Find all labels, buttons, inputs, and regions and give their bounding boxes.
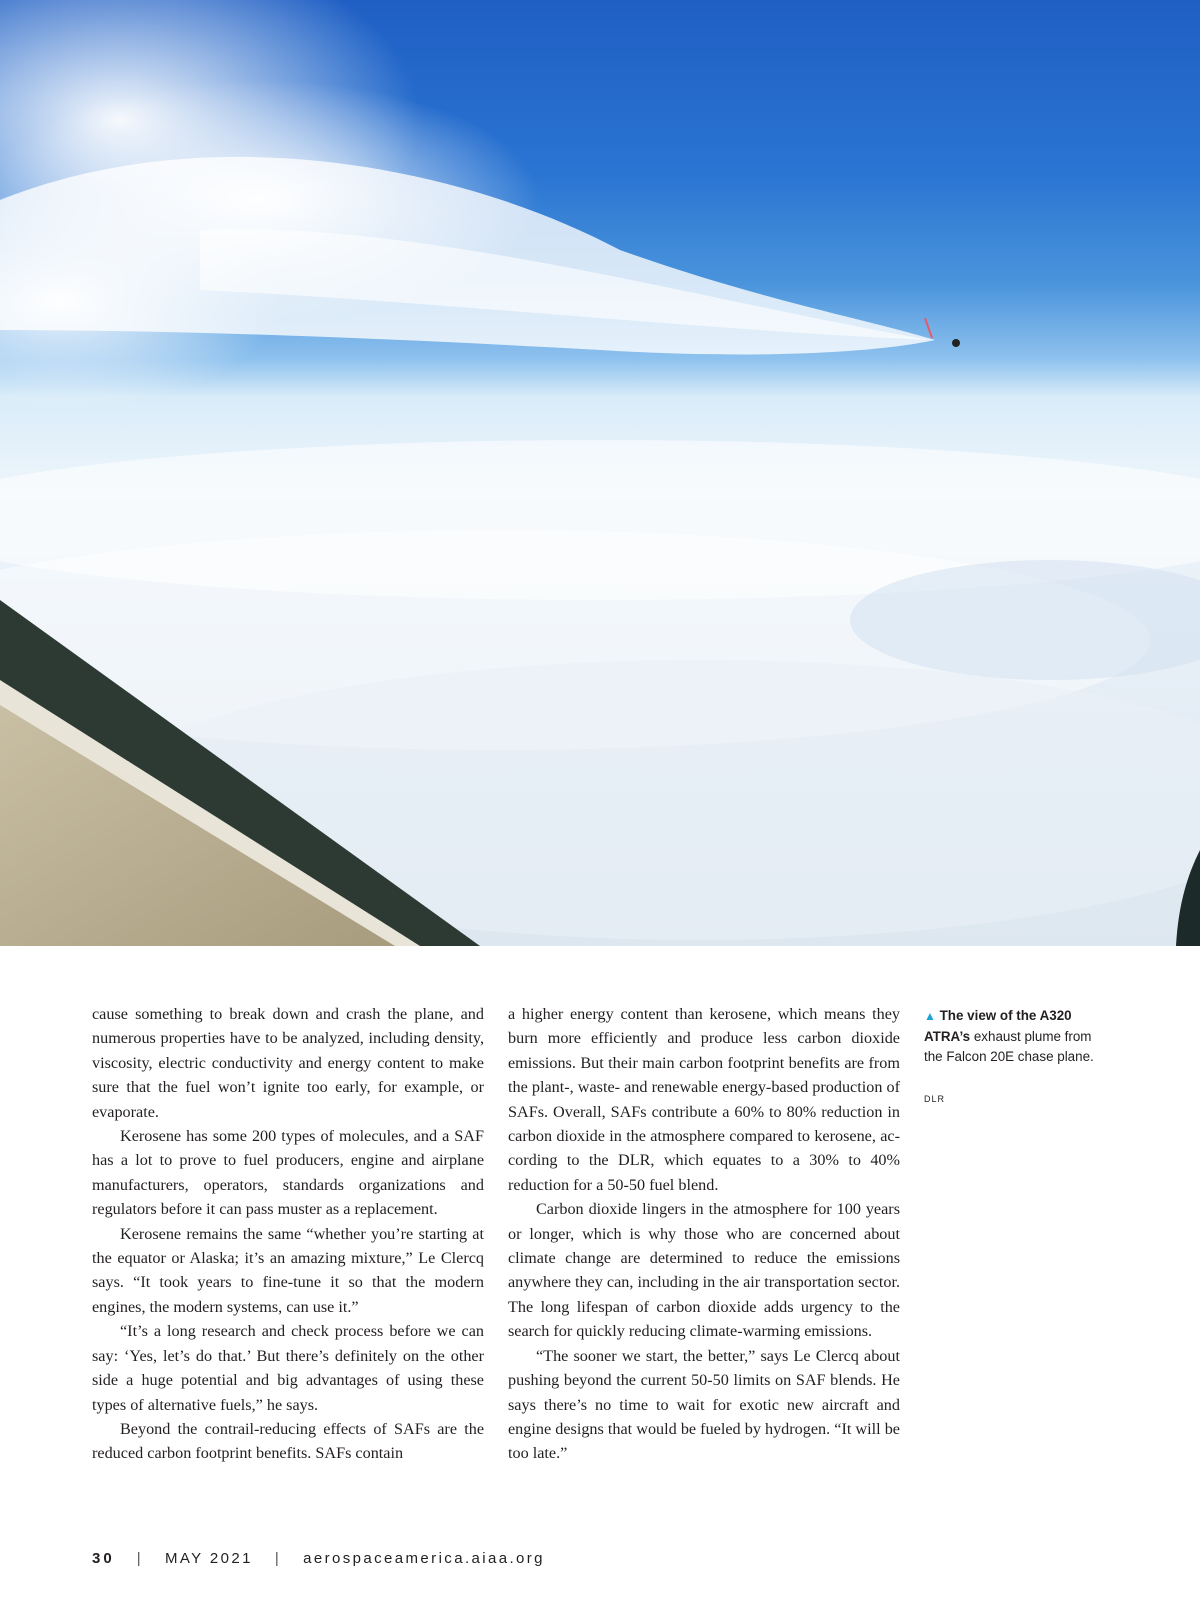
footer-separator: | [136,1550,143,1567]
footer-separator: | [274,1550,282,1567]
website-link[interactable]: aerospaceamerica.aiaa.org [303,1550,545,1567]
paragraph: Beyond the contrail-reducing effects of SAFs are the reduced carbon footprint benefits. SAFs contain [92,1419,484,1463]
caption-bold: The view of the A320 ATRA’s [924,1008,1072,1044]
page-footer [92,1550,545,1567]
page-number: 30 [92,1550,115,1567]
paragraph: “It’s a long research and check process before we can say: ‘Yes, let’s do that.’ But there’s definitely on the other side a huge potential and big advantages of using these types of alternative fuels,” he says. [92,1322,484,1414]
paragraph: cause something to break down and crash the plane, and numerous properties have to be analyzed, including density, viscosity, electric conductivity and energy content to make sure that the fuel won’t ignite too early, for example, or evaporate. [92,1005,484,1121]
photo-caption [924,1006,1104,1068]
paragraph: “The sooner we start, the better,” says Le Clercq about pushing beyond the current 50-50 limits on SAF blends. He says there’s no time to wait for exotic new aircraft and engine designs that would be fueled by hydrogen. “It will be too late.” [508,1346,900,1463]
paragraph: Kerosene has some 200 types of molecules, and a SAF has a lot to prove to fuel producers, engine and airplane manufacturers, operators, standards organizations and regulators before it can pass muster as a replacement. [92,1127,484,1219]
photo-credit: DLR [924,1094,946,1104]
issue-date: MAY 2021 [164,1550,253,1567]
paragraph: a higher energy content than kerosene, which means they burn more efficiently and produce less carbon dioxide emissions. But their main carbon footprint benefits are from the plant-, waste- and renewable energy-based production of SAFs. Overall, SAFs contribute a 60% to 80% reduction in carbon dioxide in the atmosphere compared to kerosene, according to the DLR, which equates to a 30% to 40% reduction for a 50-50 fuel blend. [508,1005,900,1194]
body-column-right [508,1002,900,1466]
paragraph: Kerosene remains the same “whether you’re starting at the equator or Alaska; it’s an amazing mixture,” Le Clercq says. “It took years to fine-tune it so that the modern engines, the modern systems, can use it.” [92,1224,484,1316]
paragraph: Carbon dioxide lingers in the atmosphere for 100 years or longer, which is why those who are concerned about climate change are determined to reduce the emissions anywhere they can, including in the air transportation sector. The long lifespan of carbon dioxide adds urgency to the search for quickly reducing climate-warming emissions. [508,1200,900,1341]
body-column-left [92,1002,484,1466]
caption-triangle-icon: ▲ [924,1009,936,1023]
caption-text: exhaust plume from the Falcon 20E chase plane. [924,1028,1094,1064]
